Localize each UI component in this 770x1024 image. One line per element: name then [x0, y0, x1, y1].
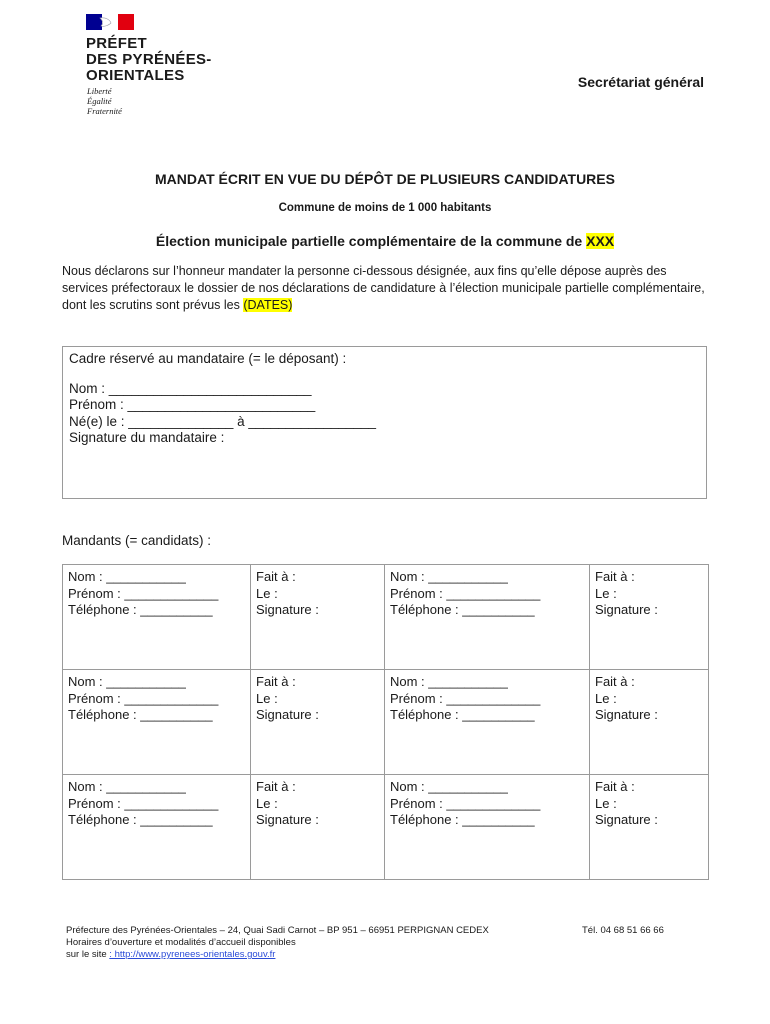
devise: Liberté Égalité Fraternité: [87, 86, 122, 116]
candidate-signature-cell: [590, 670, 709, 775]
commune-placeholder: XXX: [586, 233, 615, 249]
candidate-info-cell: [385, 670, 590, 775]
candidate-nom-field[interactable]: Nom : ___________: [68, 674, 186, 689]
date-field[interactable]: Le :: [595, 690, 617, 706]
candidate-nom-field[interactable]: Nom : ___________: [390, 779, 508, 794]
mandants-table: [62, 564, 709, 880]
footer-line-1: Préfecture des Pyrénées-Orientales – 24, Quai Sadi Carnot – BP 951 – 66951 PERPIGNAN CEDEX: [66, 925, 489, 936]
footer-line-2: Horaires d’ouverture et modalités d’accueil disponibles: [66, 937, 296, 948]
candidate-info-cell: [385, 565, 590, 670]
signature-field[interactable]: Signature :: [595, 812, 658, 827]
candidate-telephone-field[interactable]: Téléphone : __________: [68, 602, 213, 617]
footer-address: [66, 925, 489, 961]
election-heading: [0, 233, 770, 249]
candidate-prenom-field[interactable]: Prénom : _____________: [390, 585, 541, 601]
candidate-prenom-field[interactable]: Prénom : _____________: [68, 585, 219, 601]
mandataire-signature-field[interactable]: Signature du mandataire :: [69, 430, 225, 445]
service-name: Secrétariat général: [577, 74, 704, 90]
candidate-info-cell: [63, 565, 251, 670]
candidate-nom-field[interactable]: Nom : ___________: [390, 569, 508, 584]
mandataire-heading: Cadre réservé au mandataire (= le déposant) :: [69, 351, 347, 366]
mandants-row: [63, 775, 709, 880]
candidate-telephone-field[interactable]: Téléphone : __________: [68, 812, 213, 827]
signature-field[interactable]: Signature :: [595, 602, 658, 617]
election-prefix: Élection municipale partielle complémentaire de la commune de: [155, 233, 587, 249]
candidate-prenom-field[interactable]: Prénom : _____________: [390, 795, 541, 811]
footer-line-3: sur le site : http://www.pyrenees-orientales.gouv.fr: [66, 949, 276, 960]
signature-field[interactable]: Signature :: [256, 602, 319, 617]
fait-a-field[interactable]: Fait à :: [595, 674, 635, 689]
candidate-telephone-field[interactable]: Téléphone : __________: [390, 812, 535, 827]
date-field[interactable]: Le :: [256, 690, 278, 706]
candidate-signature-cell: [590, 775, 709, 880]
candidate-signature-cell: [251, 565, 385, 670]
candidate-info-cell: [385, 775, 590, 880]
candidate-telephone-field[interactable]: Téléphone : __________: [390, 707, 535, 722]
date-field[interactable]: Le :: [256, 585, 278, 601]
fait-a-field[interactable]: Fait à :: [256, 674, 296, 689]
candidate-nom-field[interactable]: Nom : ___________: [390, 674, 508, 689]
candidate-prenom-field[interactable]: Prénom : _____________: [68, 690, 219, 706]
intro-text: Nous déclarons sur l’honneur mandater la personne ci-dessous désignée, aux fins qu’elle dépose auprès des services préfectoraux le dossier de nos déclarations de candidature à l’élection municipale partielle complémentaire, dont les scrutins sont prévus les: [62, 264, 705, 312]
mandataire-nom-field[interactable]: Nom : ___________________________: [69, 380, 312, 396]
date-field[interactable]: Le :: [595, 795, 617, 811]
signature-field[interactable]: Signature :: [256, 707, 319, 722]
candidate-signature-cell: [251, 775, 385, 880]
candidate-nom-field[interactable]: Nom : ___________: [68, 779, 186, 794]
candidate-signature-cell: [251, 670, 385, 775]
date-field[interactable]: Le :: [595, 585, 617, 601]
fait-a-field[interactable]: Fait à :: [256, 779, 296, 794]
candidate-info-cell: [63, 775, 251, 880]
candidate-telephone-field[interactable]: Téléphone : __________: [390, 602, 535, 617]
candidate-signature-cell: [590, 565, 709, 670]
prefet-title: PRÉFET DES PYRÉNÉES- ORIENTALES: [86, 35, 212, 84]
mandants-row: [63, 670, 709, 775]
candidate-prenom-field[interactable]: Prénom : _____________: [68, 795, 219, 811]
candidate-nom-field[interactable]: Nom : ___________: [68, 569, 186, 584]
website-link[interactable]: : http://www.pyrenees-orientales.gouv.fr: [109, 949, 276, 960]
mandataire-prenom-field[interactable]: Prénom : _________________________: [69, 397, 316, 412]
candidate-telephone-field[interactable]: Téléphone : __________: [68, 707, 213, 722]
footer-telephone: Tél. 04 68 51 66 66: [582, 925, 664, 936]
document-title: MANDAT ÉCRIT EN VUE DU DÉPÔT DE PLUSIEURS CANDIDATURES: [155, 171, 615, 187]
candidate-prenom-field[interactable]: Prénom : _____________: [390, 690, 541, 706]
date-field[interactable]: Le :: [256, 795, 278, 811]
signature-field[interactable]: Signature :: [595, 707, 658, 722]
marianne-logo: [86, 14, 134, 30]
fait-a-field[interactable]: Fait à :: [595, 779, 635, 794]
mandataire-box: [62, 346, 707, 499]
dates-placeholder: (DATES): [243, 298, 293, 312]
candidate-info-cell: [63, 670, 251, 775]
document-subtitle: Commune de moins de 1 000 habitants: [278, 202, 492, 214]
signature-field[interactable]: Signature :: [256, 812, 319, 827]
mandataire-naissance-field[interactable]: Né(e) le : ______________ à _________________: [69, 413, 377, 429]
mandants-row: [63, 565, 709, 670]
fait-a-field[interactable]: Fait à :: [256, 569, 296, 584]
mandants-label: Mandants (= candidats) :: [62, 533, 211, 548]
intro-paragraph: [62, 263, 712, 314]
fait-a-field[interactable]: Fait à :: [595, 569, 635, 584]
